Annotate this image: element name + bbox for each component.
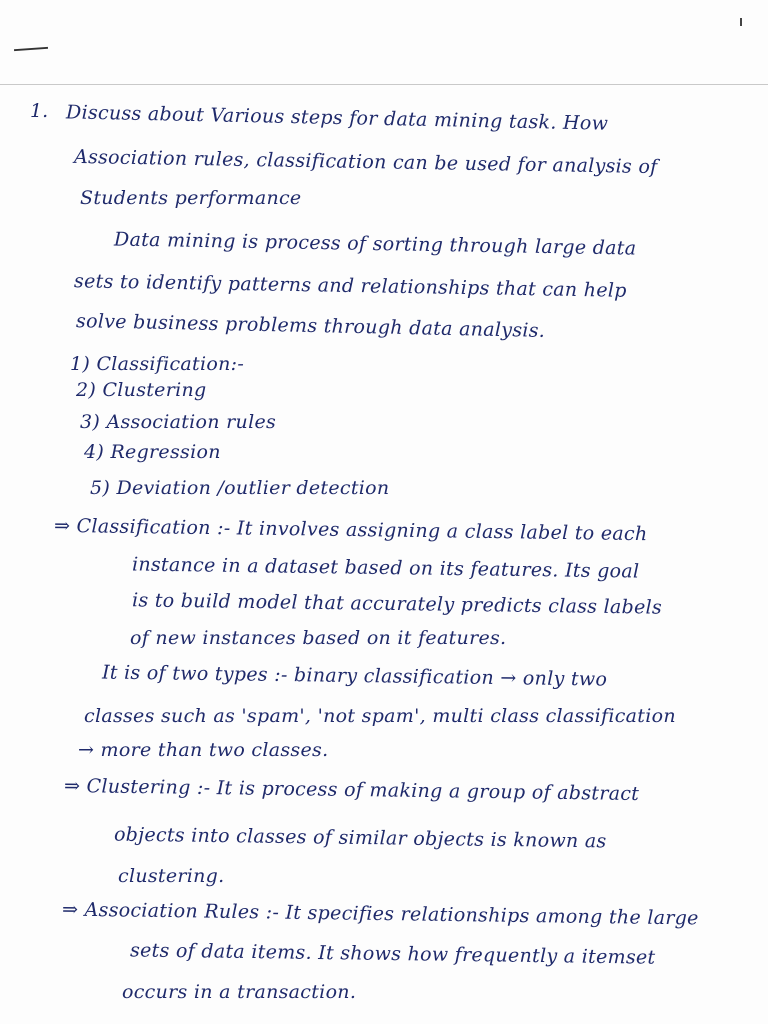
classification-line-1: ⇒ Classification :- It involves assigning a class label to each: [53, 514, 648, 546]
association-line-1: ⇒ Association Rules :- It specifies relationships among the large: [61, 898, 699, 930]
classification-line-4: of new instances based on it features.: [130, 627, 507, 649]
page-ruled-line: [0, 84, 768, 85]
question-line-3: Students performance: [80, 187, 302, 209]
intro-line-1: Data mining is process of sorting through large data: [113, 228, 637, 260]
step-5: 5) Deviation /outlier detection: [90, 477, 390, 499]
corner-mark: [740, 18, 742, 26]
step-3: 3) Association rules: [80, 411, 277, 433]
classification-line-7: → more than two classes.: [78, 739, 329, 761]
step-4: 4) Regression: [84, 441, 221, 463]
step-2: 2) Clustering: [76, 379, 207, 401]
classification-line-5: It is of two types :- binary classification → only two: [101, 661, 608, 691]
step-1: 1) Classification:-: [70, 353, 245, 375]
question-line-1: Discuss about Various steps for data mining task. How: [65, 101, 609, 135]
classification-line-6: classes such as 'spam', 'not spam', multi class classification: [84, 705, 676, 727]
question-line-2: Association rules, classification can be used for analysis of: [73, 145, 658, 179]
intro-line-3: solve business problems through data analysis.: [75, 310, 546, 342]
clustering-line-1: ⇒ Clustering :- It is process of making a group of abstract: [63, 774, 640, 806]
classification-line-2: instance in a dataset based on its features. Its goal: [131, 553, 640, 583]
association-line-3: occurs in a transaction.: [122, 981, 357, 1003]
association-line-2: sets of data items. It shows how frequently a itemset: [129, 939, 656, 969]
question-number: 1.: [30, 100, 49, 122]
corner-dash: [14, 47, 48, 51]
classification-line-3: is to build model that accurately predicts class labels: [131, 589, 663, 619]
clustering-line-3: clustering.: [118, 865, 225, 887]
intro-line-2: sets to identify patterns and relationships that can help: [73, 270, 627, 302]
clustering-line-2: objects into classes of similar objects is known as: [113, 823, 607, 853]
